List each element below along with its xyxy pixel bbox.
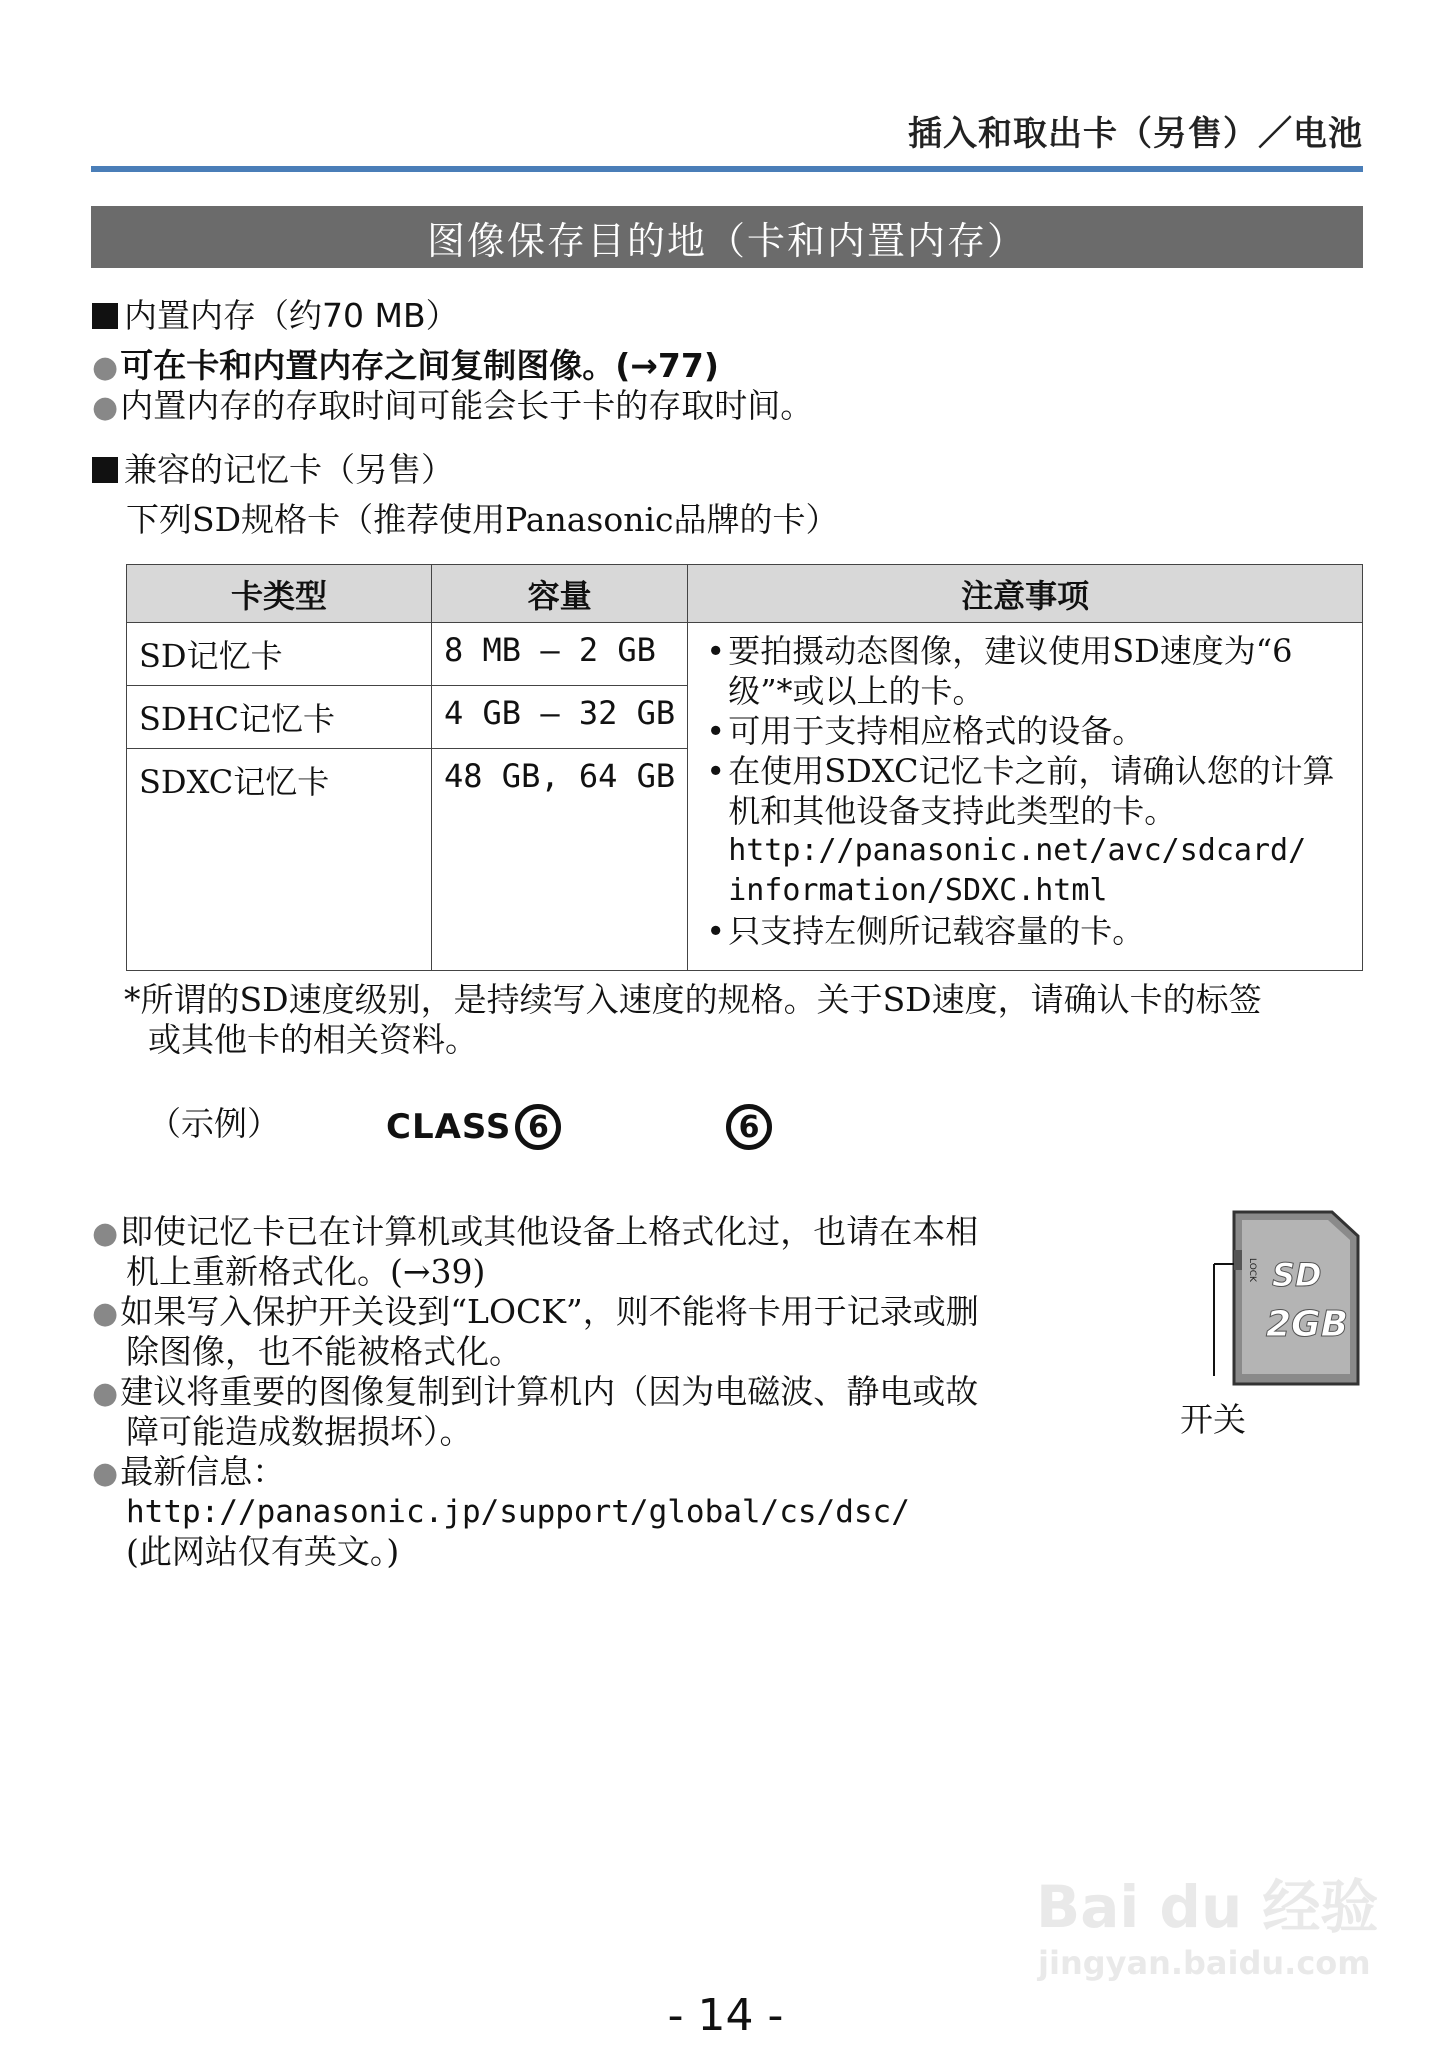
bullet-latest-info: ●最新信息： bbox=[92, 1452, 286, 1491]
example-label: （示例） bbox=[148, 1104, 280, 1143]
bullet-backup-cont: 障可能造成数据损坏）。 bbox=[126, 1412, 473, 1451]
builtin-memory-heading: 内置内存（约70 MB） bbox=[92, 296, 459, 336]
column-header-capacity: 容量 bbox=[432, 565, 688, 623]
bullet-backup: ●建议将重要的图像复制到计算机内（因为电磁波、静电或故 bbox=[92, 1372, 979, 1411]
class6-logo bbox=[386, 1104, 561, 1150]
builtin-bullet-access-time: ●内置内存的存取时间可能会长于卡的存取时间。 bbox=[92, 386, 814, 425]
note-item: • 在使用SDXC记忆卡之前，请确认您的计算机和其他设备支持此类型的卡。 bbox=[706, 751, 1352, 831]
svg-text:LOCK: LOCK bbox=[1247, 1258, 1257, 1282]
bullet-reformat-cont: 机上重新格式化。(→39) bbox=[126, 1252, 486, 1291]
cell-capacity: 4 GB – 32 GB bbox=[432, 686, 688, 749]
speed-class-6-mark bbox=[726, 1104, 772, 1150]
header-divider bbox=[91, 166, 1363, 172]
bullet-dot-icon: ● bbox=[92, 350, 119, 385]
cell-card-type: SD记忆卡 bbox=[127, 623, 432, 686]
watermark-brand: Bai du 经验 bbox=[1036, 1873, 1379, 1941]
column-header-notes: 注意事项 bbox=[688, 565, 1363, 623]
svg-text:SD: SD bbox=[1272, 1256, 1322, 1294]
compatible-cards-intro: 下列SD规格卡（推荐使用Panasonic品牌的卡） bbox=[126, 500, 839, 539]
table-row bbox=[127, 623, 1363, 686]
card-spec-table bbox=[126, 564, 1363, 971]
page-number: - 14 - bbox=[667, 1990, 784, 2041]
english-only-note: (此网站仅有英文。) bbox=[126, 1532, 400, 1571]
sd-card-icon bbox=[1206, 1206, 1366, 1396]
square-bullet-icon bbox=[92, 303, 118, 329]
bullet-dot-icon: ● bbox=[92, 1216, 119, 1251]
table-header-row bbox=[127, 565, 1363, 623]
compatible-cards-heading: 兼容的记忆卡（另售） bbox=[92, 450, 454, 490]
speed-class-6-icon: 6 bbox=[726, 1104, 772, 1150]
square-bullet-icon bbox=[92, 457, 118, 483]
footnote-line2: 或其他卡的相关资料。 bbox=[148, 1020, 478, 1059]
column-header-type: 卡类型 bbox=[127, 565, 432, 623]
support-url-link[interactable]: http://panasonic.jp/support/global/cs/dsc/ bbox=[126, 1494, 910, 1530]
sdxc-info-url-line2[interactable]: information/SDXC.html bbox=[728, 873, 1108, 908]
footnote-line1: *所谓的SD速度级别，是持续写入速度的规格。关于SD速度，请确认卡的标签 bbox=[124, 980, 1262, 1019]
page-header-title: 插入和取出卡（另售）／电池 bbox=[908, 114, 1363, 154]
note-item: • 可用于支持相应格式的设备。 bbox=[706, 711, 1352, 751]
cell-capacity: 48 GB, 64 GB bbox=[432, 749, 688, 971]
cell-capacity: 8 MB – 2 GB bbox=[432, 623, 688, 686]
builtin-bullet-copy: ●可在卡和内置内存之间复制图像。(→77) bbox=[92, 346, 719, 385]
note-item: • 只支持左侧所记载容量的卡。 bbox=[706, 911, 1352, 951]
bullet-dot-icon: ● bbox=[92, 1296, 119, 1331]
sdxc-info-url-line1[interactable]: http://panasonic.net/avc/sdcard/ bbox=[728, 833, 1307, 868]
bullet-dot-icon: ● bbox=[92, 1456, 119, 1491]
class-text: CLASS bbox=[386, 1107, 512, 1147]
note-item: • 要拍摄动态图像，建议使用SD速度为“6级”*或以上的卡。 bbox=[706, 631, 1352, 711]
baidu-watermark bbox=[1036, 1860, 1378, 1982]
bullet-lock-switch: ●如果写入保护开关设到“LOCK”，则不能将卡用于记录或删 bbox=[92, 1292, 979, 1331]
svg-text:2GB: 2GB bbox=[1266, 1304, 1349, 1345]
bullet-dot-icon: ● bbox=[92, 1376, 119, 1411]
sd-card-illustration bbox=[1206, 1206, 1366, 1396]
section-title-bar: 图像保存目的地（卡和内置内存） bbox=[91, 206, 1363, 268]
watermark-url: jingyan.baidu.com bbox=[1038, 1944, 1371, 1982]
bullet-reformat: ●即使记忆卡已在计算机或其他设备上格式化过，也请在本相 bbox=[92, 1212, 979, 1251]
bullet-dot-icon: ● bbox=[92, 390, 119, 425]
speed-class-6-icon: 6 bbox=[515, 1104, 561, 1150]
bullet-lock-switch-cont: 除图像，也不能被格式化。 bbox=[126, 1332, 522, 1371]
switch-label: 开关 bbox=[1180, 1400, 1246, 1439]
cell-notes bbox=[688, 623, 1363, 971]
cell-card-type: SDHC记忆卡 bbox=[127, 686, 432, 749]
cell-card-type: SDXC记忆卡 bbox=[127, 749, 432, 971]
